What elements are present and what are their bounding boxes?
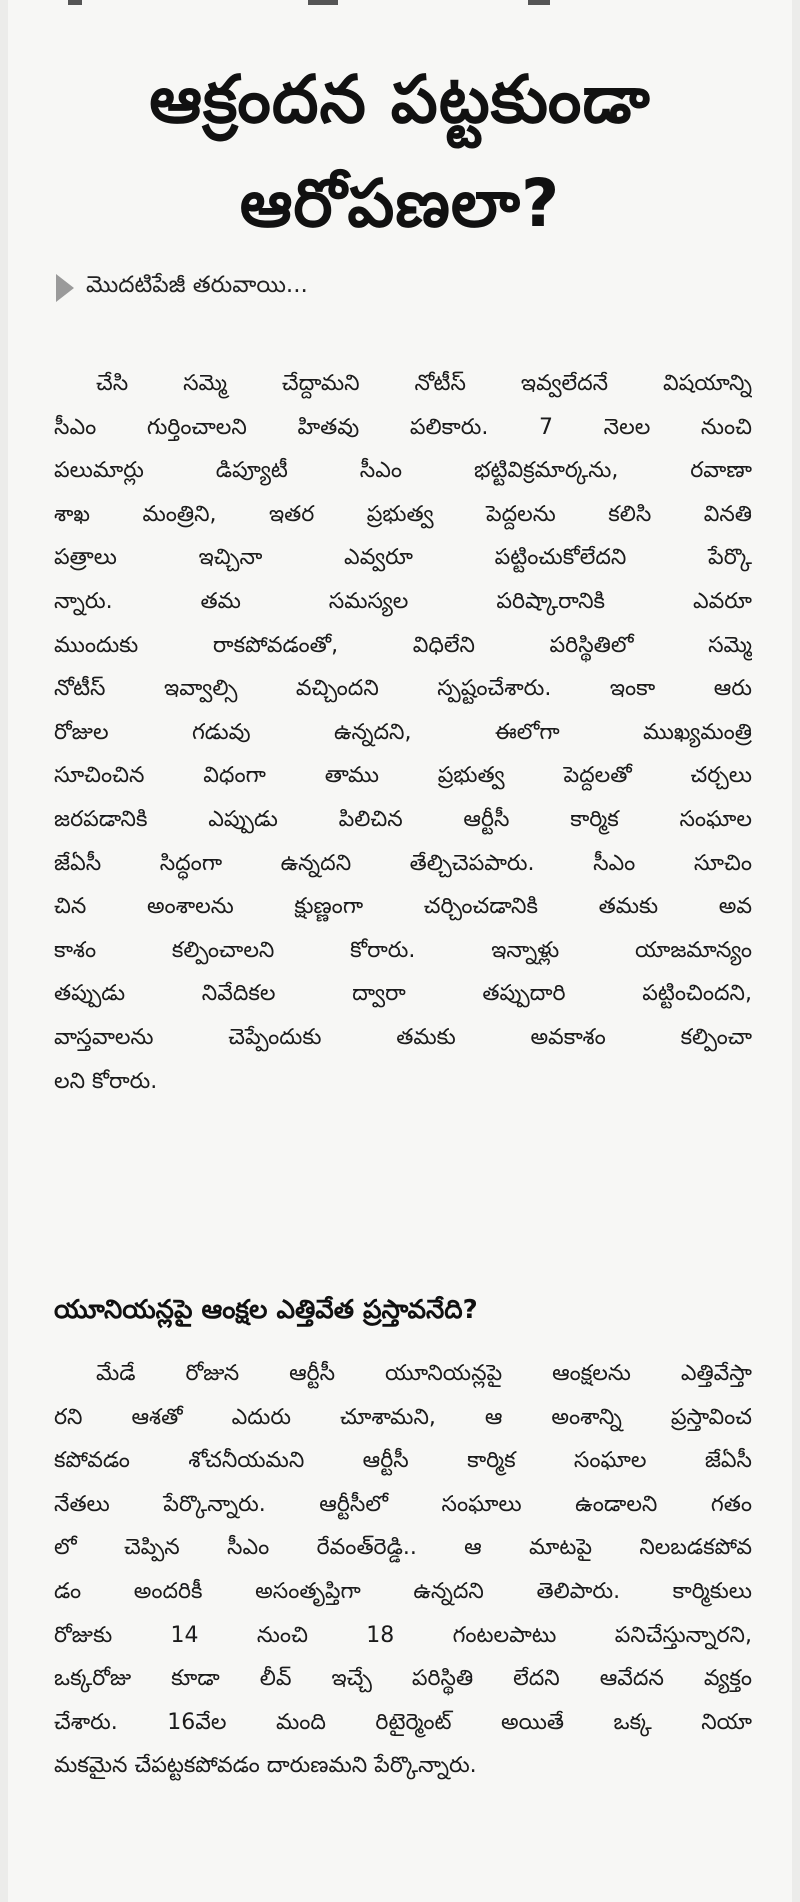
paragraph-line: పలుమార్లు డిప్యూటీ సీఎం భట్టివిక్రమార్కను, రవాణా xyxy=(54,458,752,484)
paragraph-line: జేఏసీ సిద్ధంగా ఉన్నదని తేల్చిచెపపారు. సీఎం సూచిం xyxy=(54,850,752,876)
paragraph-line: తప్పుడు నివేదికల ద్వారా తప్పుదారి పట్టించిందని, xyxy=(54,981,752,1007)
continuation-note xyxy=(56,268,752,308)
triangle-arrow-icon xyxy=(56,274,74,302)
continuation-label: మొదటిపేజీ తరువాయి... xyxy=(86,272,308,298)
paragraph-line: ముందుకు రాకపోవడంతో, విధిలేని పరిస్థితిలో సమ్మె xyxy=(54,632,752,658)
cropped-glyph xyxy=(528,0,550,5)
paragraph-line: లో చెప్పిన సీఎం రేవంత్‌రెడ్డి.. ఆ మాటపై నిలబడకపోవ xyxy=(54,1535,752,1561)
paragraph-line: చిన అంశాలను క్షుణ్ణంగా చర్చించడానికి తమకు అవ xyxy=(54,894,752,920)
paragraph-line: చేశారు. 16వేల మంది రిటైర్మెంట్ అయితే ఒక్క నియా xyxy=(54,1709,752,1735)
cropped-glyph xyxy=(68,0,82,5)
paragraph-line: నేతలు పేర్కొన్నారు. ఆర్టీసీలో సంఘాలు ఉండాలని గతం xyxy=(54,1491,752,1517)
headline-line-2: ఆరోపణలా? xyxy=(239,165,561,242)
paragraph-line: ఒక్కరోజు కూడా లీవ్ ఇచ్చే పరిస్థితి లేదని ఆవేదన వ్యక్తం xyxy=(54,1666,752,1692)
paragraph-line: చేసి సమ్మె చేద్దామని నోటీస్ ఇవ్వలేదనే విషయాన్ని xyxy=(96,371,752,396)
paragraph-line: రని ఆశతో ఎదురు చూశామని, ఆ అంశాన్ని ప్రస్తావించ xyxy=(54,1404,752,1430)
paragraph-line: వాస్తవాలను చెప్పేందుకు తమకు అవకాశం కల్పించా xyxy=(54,1024,752,1050)
paragraph-line: మకమైన చేపట్టకపోవడం దారుణమని పేర్కొన్నారు. xyxy=(54,1753,477,1779)
cropped-glyph xyxy=(308,0,338,5)
paragraph-line: రోజుకు 14 నుంచి 18 గంటలపాటు పనిచేస్తున్నారని, xyxy=(54,1622,752,1648)
paragraph-line: లని కోరారు. xyxy=(54,1068,158,1094)
paragraph-line: డం అందరికీ అసంతృప్తిగా ఉన్నదని తెలిపారు. కార్మికులు xyxy=(54,1578,752,1604)
headline-line-1: ఆక్రందన పట్టకుండా xyxy=(149,61,651,138)
paragraph-line: సీఎం గుర్తించాలని హితవు పలికారు. 7 నెలల నుంచి xyxy=(54,414,752,440)
paragraph-line: జరపడానికి ఎప్పుడు పిలిచిన ఆర్టీసీ కార్మిక సంఘాల xyxy=(54,806,752,832)
paragraph-line: న్నారు. తమ సమస్యల పరిష్కారానికి ఎవరూ xyxy=(54,588,752,614)
paragraph-line: శాఖ మంత్రిని, ఇతర ప్రభుత్వ పెద్దలను కలిసి వినతి xyxy=(54,501,752,527)
paragraph-line: కాశం కల్పించాలని కోరారు. ఇన్నాళ్లు యాజమాన్యం xyxy=(54,937,752,963)
paragraph-line: కపోవడం శోచనీయమని ఆర్టీసీ కార్మిక సంఘాల జేఏసీ xyxy=(54,1448,752,1474)
paragraph-line: నోటీస్ ఇవ్వాల్సి వచ్చిందని స్పష్టంచేశారు. ఇంకా ఆరు xyxy=(54,676,752,702)
article-paragraph-2 xyxy=(54,1352,752,1788)
paragraph-line: పత్రాలు ఇచ్చినా ఎవ్వరూ పట్టించుకోలేదని పేర్కొ xyxy=(54,545,752,571)
paragraph-line: మేడే రోజున ఆర్టీసీ యూనియన్లపై ఆంక్షలను ఎత్తివేస్తా xyxy=(96,1361,752,1386)
article-headline xyxy=(28,48,772,256)
cropped-previous-line xyxy=(8,0,792,10)
paragraph-line: రోజుల గడువు ఉన్నదని, ఈలోగా ముఖ్యమంత్రి xyxy=(54,719,752,745)
paragraph-line: సూచించిన విధంగా తాము ప్రభుత్వ పెద్దలతో చర్చలు xyxy=(54,763,752,789)
article-paragraph-1 xyxy=(54,362,752,1103)
article-subheading: యూనియన్లపై ఆంక్షల ఎత్తివేత ప్రస్తావనేది? xyxy=(54,1295,478,1325)
